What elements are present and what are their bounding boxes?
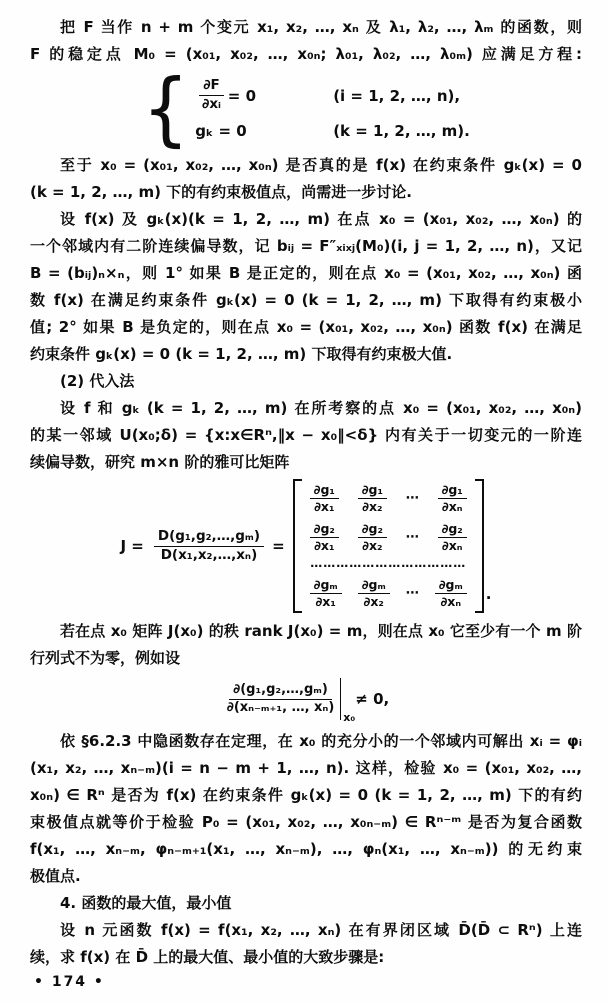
text-line: F 的稳定点 M₀ = (x₀₁, x₀₂, …, x₀ₙ; λ₀₁, λ₀₂, …, λ₀ₘ) 应满足方程: [30,45,582,63]
matrix-cell [310,522,339,554]
cell-denominator: ∂xₙ [440,593,462,609]
fraction-denominator: D(x₁,x₂,…,xₙ) [160,546,258,563]
text-line: 若在点 x₀ 矩阵 J(x₀) 的秩 rank J(x₀) = m，则在点 x₀ 它至少有一个 m 阶 [60,622,582,641]
matrix-row [310,483,467,515]
text-line: x₀ₙ) ∈ Rⁿ 是否为 f(x) 在约束条件 gₖ(x) = 0 (k = 1, 2, …, m) 下的有约 [30,786,582,805]
fraction-denominator: ∂xᵢ [201,96,221,112]
text-line: 行列式不为零，例如设 [30,649,181,668]
fraction-numerator: ∂(g₁,g₂,…,gₘ) [229,683,332,700]
cell-numerator: ∂g₂ [358,522,387,538]
cell-numerator: ∂gₘ [435,578,467,594]
text-line: 续偏导数，研究 m×n 阶的雅可比矩阵 [30,453,290,471]
cell-denominator: ∂x₂ [362,538,383,554]
text-line: 设 f(x) 及 gₖ(x)(k = 1, 2, …, m) 在点 x₀ = (x₀₁, x₀₂, …, x₀ₙ) 的 [60,210,582,228]
equation-rows [195,78,470,139]
text-line: 设 f 和 gₖ (k = 1, 2, …, m) 在所考察的点 x₀ = (x₀₁, x₀₂, …, x₀ₙ) [60,399,582,417]
cdots: ⋯ [405,530,419,546]
equation-lhs [195,78,323,112]
text-line: 至于 x₀ = (x₀₁, x₀₂, …, x₀ₙ) 是否真的是 f(x) 在约束条件 gₖ(x) = 0 [60,156,582,174]
text-line: 约束条件 gₖ(x) = 0 (k = 1, 2, …, m) 下取得有约束极大值. [30,345,453,363]
not-equal-zero: ≠ 0, [355,690,390,709]
text-line: B = (bᵢⱼ)ₙ×ₙ，则 1° 如果 B 是正定的，则在点 x₀ = (x₀₁, x₀₂, …, x₀ₙ) 函 [30,264,582,282]
cdots: ⋯ [405,491,419,507]
matrix-with-brackets [293,479,492,613]
cell-denominator: ∂x₁ [315,593,336,609]
equation-row [195,122,470,140]
jacobian-lhs: J = [120,537,144,556]
text-line: 依 §6.2.3 中隐函数存在定理，在 x₀ 的充分小的一个邻域内可解出 xᵢ = φᵢ [60,732,582,751]
section-heading-max-min: 4. 函数的最大值，最小值 [60,894,232,913]
cell-denominator: ∂x₂ [362,499,383,515]
subheading-substitution-method: (2) 代入法 [60,372,135,390]
equation-determinant-condition [30,674,582,724]
cell-numerator: ∂g₁ [358,483,387,499]
matrix-right-bracket [475,479,484,613]
fraction-numerator: D(g₁,g₂,…,gₘ) [154,529,264,547]
text-line: 的某一邻域 U(x₀;δ) = {x:x∈Rⁿ,‖x − x₀‖<δ} 内有关于一切变元的一阶连 [30,426,582,444]
matrix-body [302,479,475,613]
equation-lhs: gₖ = 0 [195,121,247,140]
left-brace: { [142,62,190,156]
cell-numerator: ∂g₂ [310,522,339,538]
matrix-row [310,578,467,610]
text-line: 值; 2° 如果 B 是负定的，则在点 x₀ = (x₀₁, x₀₂, …, x₀ₙ) 函数 f(x) 在满足 [30,318,582,336]
cell-denominator: ∂xₙ [441,499,463,515]
cell-numerator: ∂gₘ [310,578,342,594]
determinant-fraction [227,683,335,716]
jacobian-fraction [154,529,264,563]
matrix-cell [435,578,467,610]
matrix-row [310,522,467,554]
cell-denominator: ∂x₁ [314,499,335,515]
matrix-ellipsis-row: ⋯⋯⋯⋯⋯⋯⋯⋯⋯⋯⋯⋯ [310,560,467,571]
cell-numerator: ∂g₁ [438,483,467,499]
matrix-cell [310,483,339,515]
fraction-denominator: ∂(xₙ₋ₘ₊₁, …, xₙ) [226,699,335,715]
fraction-numerator: ∂F [199,78,224,96]
cell-numerator: ∂gₘ [358,578,390,594]
matrix-left-bracket [293,479,302,613]
fraction [199,78,224,112]
text-line: 续，求 f(x) 在 D̄ 上的最大值、最小值的大致步骤是: [30,948,385,967]
equation-jacobian-matrix [30,479,582,613]
cell-denominator: ∂x₁ [314,538,335,554]
matrix-cell [358,522,387,554]
equals-sign: = [272,537,285,556]
matrix-cell [358,578,390,610]
text-line: 束极值点就等价于检验 P₀ = (x₀₁, x₀₂, …, x₀ₙ₋ₘ) ∈ Rⁿ⁻ᵐ 是否为复合函数 [30,813,582,832]
cell-denominator: ∂xₙ [441,538,463,554]
text-line: 把 F 当作 n + m 个变元 x₁, x₂, …, xₙ 及 λ₁, λ₂, …, λₘ 的函数，则 [60,18,582,36]
cell-numerator: ∂g₂ [438,522,467,538]
text-line: 一个邻域内有二阶连续偏导数，记 bᵢⱼ = F″ₓᵢₓⱼ(M₀)(i, j = 1, 2, …, n)，又记 [30,237,582,255]
cdots: ⋯ [405,585,419,601]
matrix-cell [358,483,387,515]
text-line: 极值点. [30,867,81,886]
matrix-cell [438,522,467,554]
matrix-cell [438,483,467,515]
equals-zero: = 0 [227,86,257,105]
cell-denominator: ∂x₂ [363,593,384,609]
evaluation-bar [340,678,356,725]
page-number: • 174 • [34,974,105,990]
evaluation-point: x₀ [343,711,356,725]
index-condition: (i = 1, 2, …, n), [333,86,461,105]
text-line: 数 f(x) 在满足约束条件 gₖ(x) = 0 (k = 1, 2, …, m) 下取得有约束极小 [30,291,582,309]
text-line: f(x₁, …, xₙ₋ₘ, φₙ₋ₘ₊₁(x₁, …, xₙ₋ₘ), …, φₙ(x₁, …, xₙ₋ₘ)) 的无约束 [30,840,582,859]
cell-numerator: ∂g₁ [310,483,339,499]
text-line: (x₁, x₂, …, xₙ₋ₘ)(i = n − m + 1, …, n). 这样，检验 x₀ = (x₀₁, x₀₂, …, [30,759,582,778]
index-condition: (k = 1, 2, …, m). [333,121,470,140]
text-line: (k = 1, 2, …, m) 下的有约束极值点，尚需进一步讨论. [30,183,412,201]
text-line: 设 n 元函数 f(x) = f(x₁, x₂, …, xₙ) 在有界闭区域 D̄(D̄ ⊂ Rⁿ) 上连 [60,921,582,940]
equation-row [195,78,470,112]
matrix-cell [310,578,342,610]
equation-stationary-system [30,62,582,156]
equation-period: . [485,585,492,604]
